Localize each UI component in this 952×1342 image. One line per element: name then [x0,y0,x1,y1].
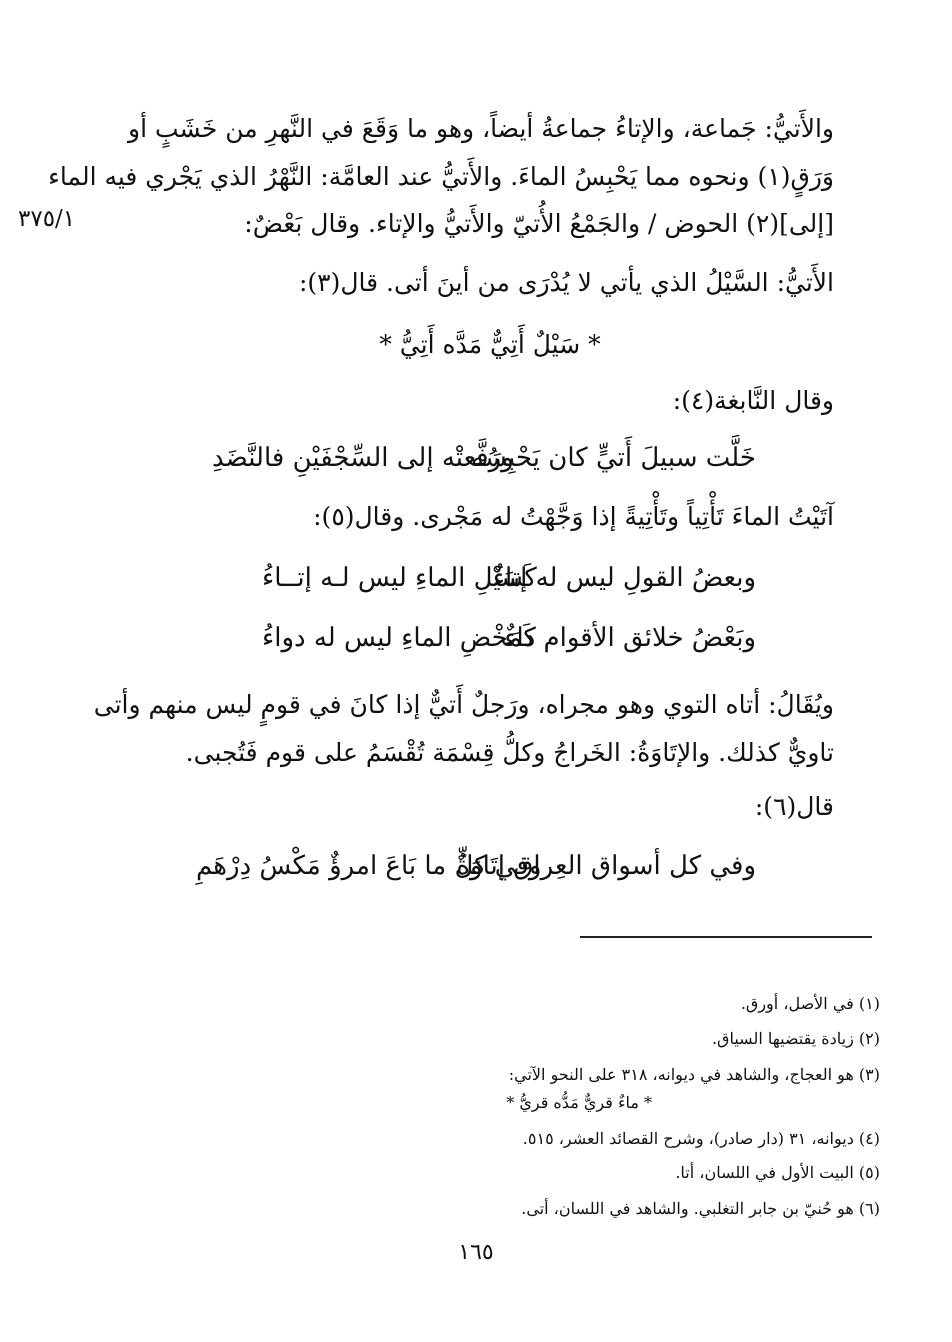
text-line-4: الأَتيُّ: السَّيْلُ الذي يأتي لا يُدْرَى من أينَ أتى. قال(٣): [298,268,834,297]
text-line-1: والأَتيُّ: جَماعة، والإتاءُ جماعةُ أيضاً، وهو ما وَقَعَ في النَّهرِ من خَشَبٍ أو [128,114,834,143]
text-line-3: [إلى](٢) الحوض / والجَمْعُ الأُتيّ والأَتيُّ والإتاء. وقال بَعْضٌ: [244,209,834,238]
footnote-6: (٦) هو حُنيّ بن جابر التغلبي. والشاهد في اللسان، أتى. [521,1199,880,1218]
verse-1-first-hemistich: خَلَّت سبيلَ أَتيٍّ كان يَحْبِسُه [471,443,756,473]
verse-3-first-hemistich: وبَعْضُ خلائق الأقوام داءٌ [504,623,756,653]
footnote-1: (١) في الأصل، أورق. [740,994,880,1013]
verse-1-second-hemistich: ورَفَّعتْه إلى السِّجْفَيْنِ فالنَّضَدِ [212,443,514,473]
page-number: ١٦٥ [458,1240,494,1265]
verse-2-second-hemistich: كَسَيْلِ الماءِ ليس لـه إتــاءُ [262,563,537,593]
verse-3-second-hemistich: كَمَخْضِ الماءِ ليس له دواءُ [262,623,536,653]
footnote-divider [580,936,872,938]
verse-2-first-hemistich: وبعضُ القولِ ليس له إتاءٌ [492,563,756,593]
text-line-2: وَرَقٍ(١) ونحوه مما يَحْبِسُ الماءَ. والأَتيُّ عند العامَّة: النَّهْرُ الذي يَجْري فيه الماء [48,162,834,191]
text-line-11b: تاويٌّ كذلك. والإتَاوَةُ: الخَراجُ وكلُّ قِسْمَة تُقْسَمُ على قوم فَتُجبى. [185,738,834,767]
footnote-3-verse: * ماءٌ قريٌّ مَدُّه قريُّ * [506,1093,652,1112]
footnote-5: (٥) البيت الأول في اللسان، أتا. [675,1163,880,1182]
verse-quote-1: * سَيْلٌ أَتِيٌّ مَدَّه أَتِيُّ * [379,330,601,359]
verse-4-first-hemistich: وفي كل أسواق العِراق إتَاوَةٌ [456,851,756,881]
verse-4-second-hemistich: وفي كلِّ ما بَاعَ امرؤٌ مَكْسُ دِرْهَمِ [196,851,542,881]
footnote-4: (٤) ديوانه، ٣١ (دار صادر)، وشرح القصائد العشر، ٥١٥. [522,1129,880,1148]
text-line-6: وقال النَّابغة(٤): [672,386,834,415]
text-line-12: قال(٦): [754,792,834,821]
text-line-8: آتَيْتُ الماءَ تَأْتِياً وتَأْتِيةً إذا وَجَّهْتُ له مَجْرى. وقال(٥): [313,502,834,531]
margin-folio-note: ٣٧٥/١ [18,206,76,232]
footnote-3: (٣) هو العجاج، والشاهد في ديوانه، ٣١٨ على النحو الآتي: [508,1065,880,1084]
text-line-11a: ويُقَالُ: أتاه التوي وهو مجراه، ورَجلٌ أَتيٌّ إذا كانَ في قومٍ ليس منهم وأتى [93,690,834,719]
footnote-2: (٢) زيادة يقتضيها السياق. [711,1029,880,1048]
